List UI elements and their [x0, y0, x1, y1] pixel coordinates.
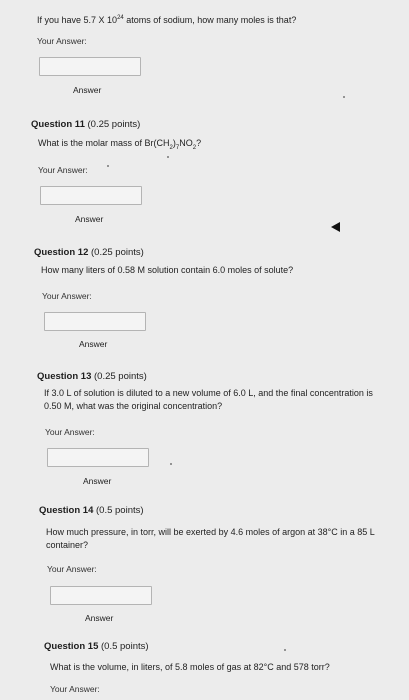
q11-answer-input[interactable]: [40, 186, 142, 205]
q11-title: [31, 119, 140, 130]
q12-answer-label: Answer: [79, 339, 108, 349]
q11-sub-3: 2: [192, 144, 197, 151]
q11-sub-1: 2: [169, 144, 173, 151]
stray-dot: [107, 165, 109, 167]
q10-prompt-text: If you have 5.7 X 10: [37, 15, 118, 25]
q13-answer-label: Answer: [83, 476, 112, 486]
q11-prompt-mid: ): [172, 138, 176, 148]
q13-prompt-line-1: If 3.0 L of solution is diluted to a new volume of 6.0 L, and the final concentration is: [44, 388, 373, 398]
q15-title-text: Question 15: [44, 641, 99, 652]
q14-answer-input[interactable]: [50, 586, 152, 605]
q13-points: (0.25 points): [94, 371, 147, 382]
q10-your-answer-label: Your Answer:: [37, 36, 87, 46]
q15-title: [44, 641, 149, 652]
stray-dot: [170, 463, 172, 465]
q12-your-answer-label: Your Answer:: [42, 291, 92, 301]
q14-points: (0.5 points): [96, 505, 144, 516]
q13-your-answer-label: Your Answer:: [45, 427, 95, 437]
q14-title-text: Question 14: [39, 505, 94, 516]
q12-prompt: How many liters of 0.58 M solution contain 6.0 moles of solute?: [41, 265, 294, 275]
q15-your-answer-label: Your Answer:: [50, 684, 100, 694]
q11-points: (0.25 points): [87, 119, 141, 130]
q10-prompt: [37, 14, 296, 27]
q13-answer-input[interactable]: [47, 448, 149, 467]
q13-prompt: [44, 387, 409, 413]
q12-answer-input[interactable]: [44, 312, 146, 331]
q15-prompt: What is the volume, in liters, of 5.8 moles of gas at 82°C and 578 torr?: [50, 662, 330, 672]
stray-dot: [167, 156, 169, 158]
q14-prompt: [46, 526, 406, 552]
stray-dot: [343, 96, 345, 98]
q14-title: [39, 505, 144, 516]
q11-answer-label: Answer: [75, 214, 104, 224]
q10-prompt-exponent: 24: [117, 15, 124, 21]
q11-title-text: Question 11: [31, 119, 85, 130]
stray-dot: [284, 649, 286, 651]
q11-prompt-end: ?: [196, 138, 202, 148]
mouse-pointer-icon: [331, 222, 340, 232]
q13-title-text: Question 13: [37, 371, 92, 382]
q12-points: (0.25 points): [91, 247, 144, 258]
q14-answer-label: Answer: [85, 613, 114, 623]
q10-prompt-text-end: atoms of sodium, how many moles is that?: [123, 15, 297, 25]
q11-prompt: [38, 137, 201, 150]
q15-points: (0.5 points): [101, 641, 149, 652]
q11-prompt-mid2: NO: [179, 138, 193, 148]
q14-your-answer-label: Your Answer:: [47, 564, 97, 574]
q11-your-answer-label: Your Answer:: [38, 165, 88, 175]
q10-answer-input[interactable]: [39, 57, 141, 76]
q11-sub-2: 7: [175, 144, 180, 151]
q12-title-text: Question 12: [34, 247, 89, 258]
q14-prompt-line-1: How much pressure, in torr, will be exerted by 4.6 moles of argon at 38°C in a 85 L: [46, 527, 375, 537]
q12-title: [34, 247, 144, 258]
q14-prompt-line-2: container?: [46, 540, 89, 550]
q10-answer-label: Answer: [73, 85, 102, 95]
q13-title: [37, 371, 147, 382]
q13-prompt-line-2: 0.50 M, what was the original concentration?: [44, 401, 223, 411]
q11-prompt-text: What is the molar mass of Br(CH: [38, 138, 170, 148]
